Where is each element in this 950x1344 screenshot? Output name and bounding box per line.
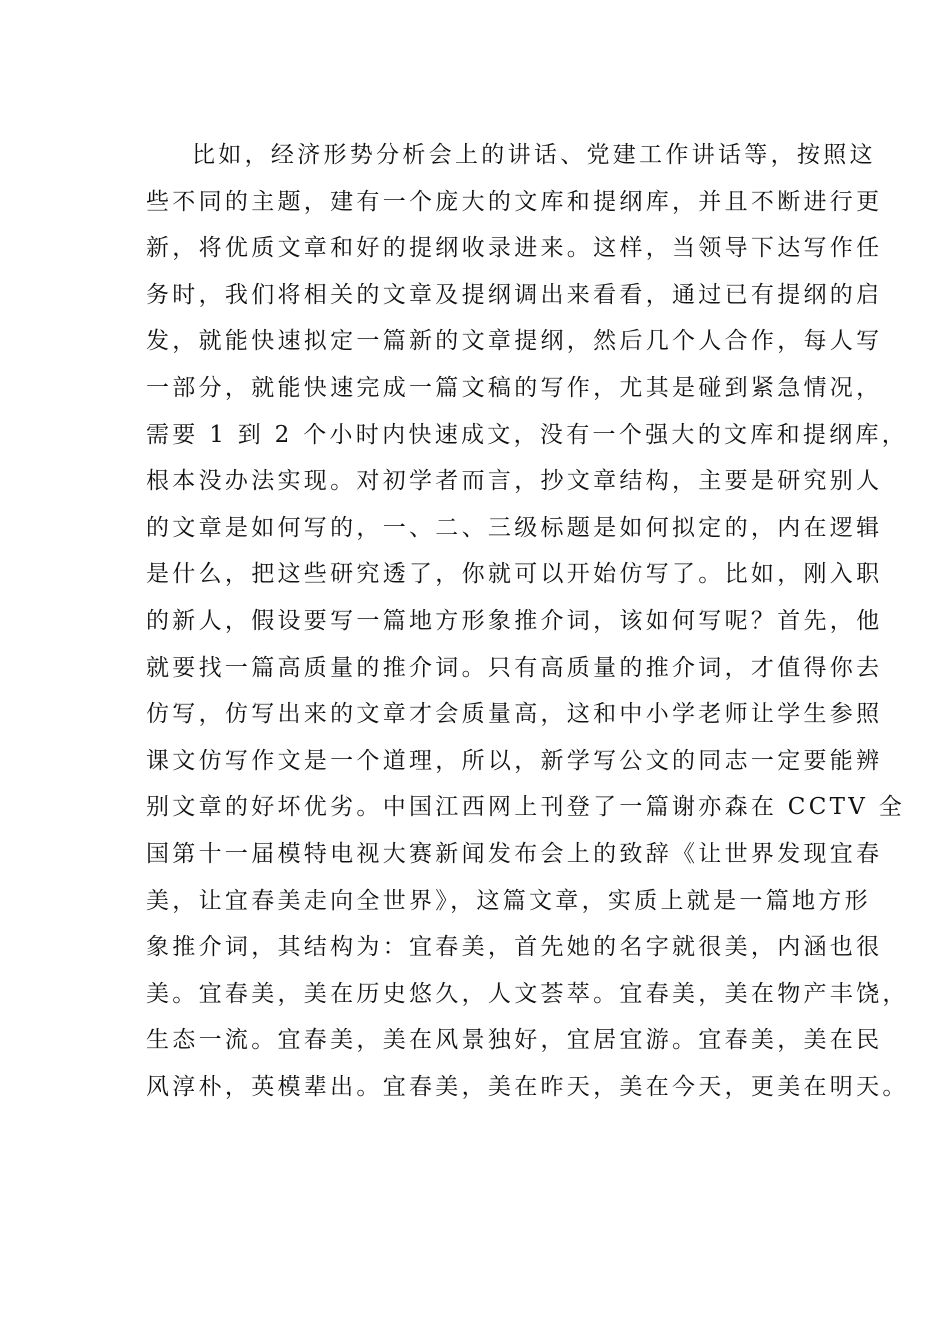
paragraph-line: 美。宜春美，美在历史悠久，人文荟萃。宜春美，美在物产丰饶， bbox=[146, 980, 909, 1007]
paragraph-line: 发，就能快速拟定一篇新的文章提纲，然后几个人合作，每人写 bbox=[146, 328, 883, 355]
paragraph-line: 根本没办法实现。对初学者而言，抄文章结构，主要是研究别人 bbox=[146, 468, 883, 495]
body-paragraph bbox=[146, 132, 909, 1110]
paragraph-line: 一部分，就能快速完成一篇文稿的写作，尤其是碰到紧急情况， bbox=[146, 374, 883, 401]
paragraph-line: 美，让宜春美走向全世界》，这篇文章，实质上就是一篇地方形 bbox=[146, 887, 871, 914]
paragraph-line: 务时，我们将相关的文章及提纲调出来看看，通过已有提纲的启 bbox=[146, 281, 883, 308]
paragraph-line: 需要 1 到 2 个小时内快速成文，没有一个强大的文库和提纲库， bbox=[146, 421, 909, 448]
paragraph-line: 生态一流。宜春美，美在风景独好，宜居宜游。宜春美，美在民 bbox=[146, 1027, 883, 1054]
paragraph-line: 是什么，把这些研究透了，你就可以开始仿写了。比如，刚入职 bbox=[146, 561, 883, 588]
paragraph-line: 仿写，仿写出来的文章才会质量高，这和中小学老师让学生参照 bbox=[146, 701, 883, 728]
paragraph-line: 风淳朴，英模辈出。宜春美，美在昨天，美在今天，更美在明天。 bbox=[146, 1073, 909, 1100]
paragraph-line: 国第十一届模特电视大赛新闻发布会上的致辞《让世界发现宜春 bbox=[146, 840, 883, 867]
paragraph-line: 就要找一篇高质量的推介词。只有高质量的推介词，才值得你去 bbox=[146, 654, 883, 681]
paragraph-line: 别文章的好坏优劣。中国江西网上刊登了一篇谢亦森在 CCTV 全 bbox=[146, 794, 906, 821]
paragraph-line: 象推介词，其结构为：宜春美，首先她的名字就很美，内涵也很 bbox=[146, 934, 883, 961]
paragraph-line: 课文仿写作文是一个道理，所以，新学写公文的同志一定要能辨 bbox=[146, 747, 883, 774]
paragraph-line: 新，将优质文章和好的提纲收录进来。这样，当领导下达写作任 bbox=[146, 235, 883, 262]
paragraph-line: 的文章是如何写的，一、二、三级标题是如何拟定的，内在逻辑 bbox=[146, 514, 883, 541]
paragraph-line: 比如，经济形势分析会上的讲话、党建工作讲话等，按照这 bbox=[192, 142, 876, 168]
paragraph-line: 的新人，假设要写一篇地方形象推介词，该如何写呢？首先，他 bbox=[146, 607, 883, 634]
paragraph-line: 些不同的主题，建有一个庞大的文库和提纲库，并且不断进行更 bbox=[146, 188, 883, 215]
